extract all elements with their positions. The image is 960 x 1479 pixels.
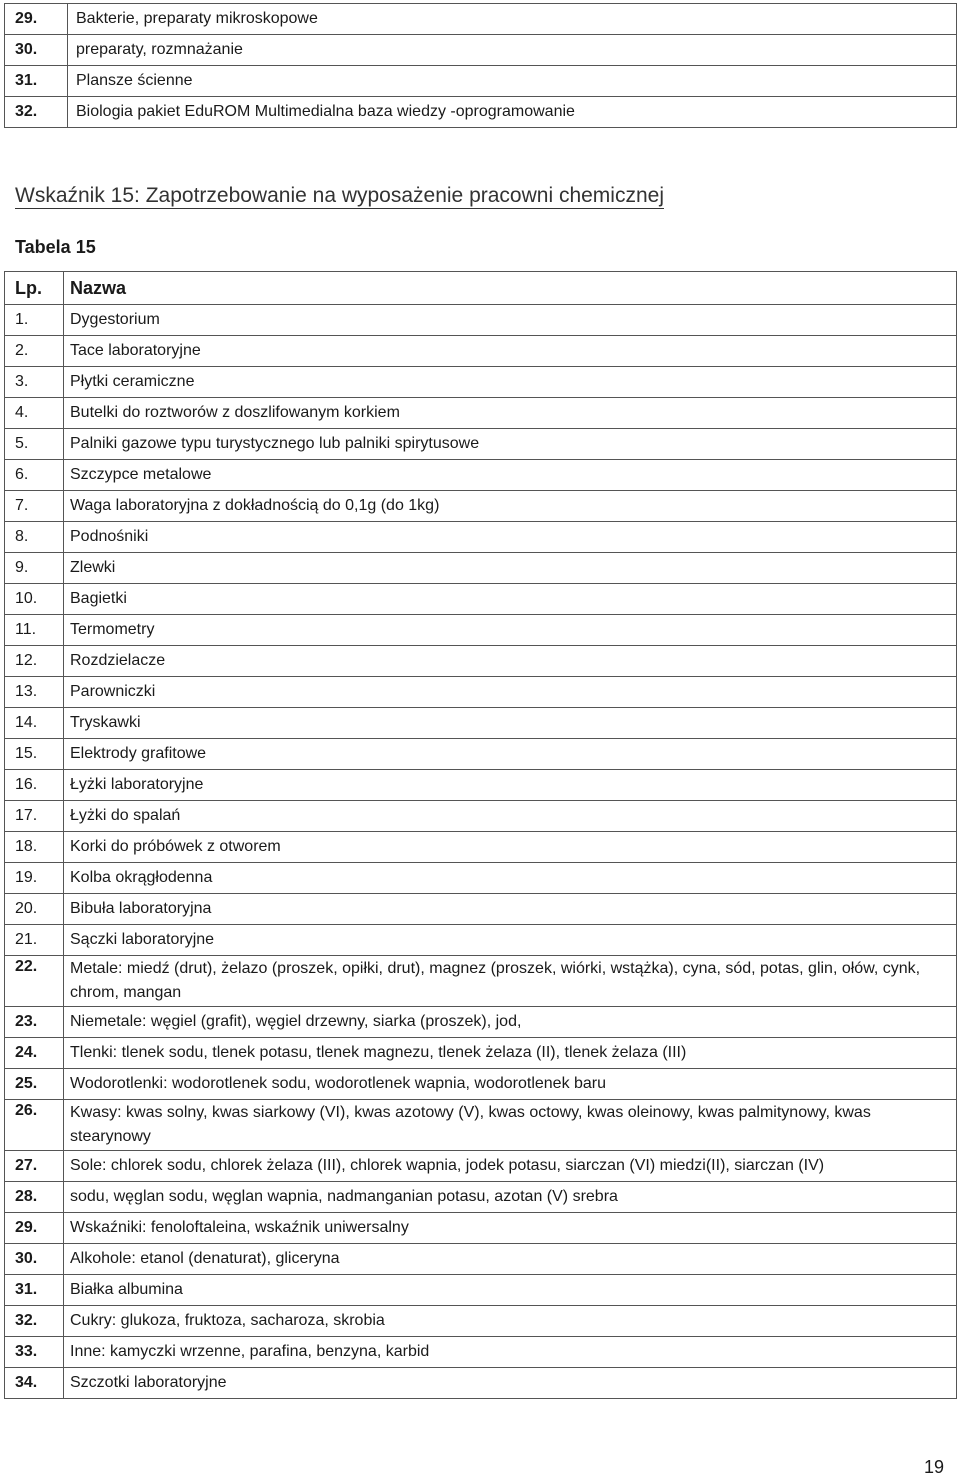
row-name: Rozdzielacze <box>64 646 957 677</box>
row-number: 23. <box>5 1007 64 1038</box>
row-name: Białka albumina <box>64 1275 957 1306</box>
table-row <box>5 1306 957 1337</box>
row-name: Waga laboratoryjna z dokładnością do 0,1g (do 1kg) <box>64 491 957 522</box>
top-list-row <box>5 35 957 66</box>
row-name: Sączki laboratoryjne <box>64 925 957 956</box>
row-name: Elektrody grafitowe <box>64 739 957 770</box>
table-row <box>5 1069 957 1100</box>
top-list-row <box>5 66 957 97</box>
table-row <box>5 1151 957 1182</box>
row-name: Podnośniki <box>64 522 957 553</box>
table-row <box>5 1038 957 1069</box>
table-row <box>5 522 957 553</box>
row-number: 2. <box>5 336 64 367</box>
table-row <box>5 429 957 460</box>
row-name: Butelki do roztworów z doszlifowanym korkiem <box>64 398 957 429</box>
row-number: 32. <box>5 1306 64 1337</box>
table-row <box>5 801 957 832</box>
row-number: 1. <box>5 305 64 336</box>
table-row <box>5 770 957 801</box>
row-name: Plansze ścienne <box>68 66 957 97</box>
table-row <box>5 1100 957 1151</box>
row-number: 25. <box>5 1069 64 1100</box>
row-name: Bagietki <box>64 584 957 615</box>
row-name: sodu, węglan sodu, węglan wapnia, nadmanganian potasu, azotan (V) srebra <box>64 1182 957 1213</box>
row-number: 11. <box>5 615 64 646</box>
table-row <box>5 832 957 863</box>
table-row <box>5 1337 957 1368</box>
row-number: 30. <box>5 1244 64 1275</box>
row-number: 30. <box>5 35 68 66</box>
row-name: Sole: chlorek sodu, chlorek żelaza (III), chlorek wapnia, jodek potasu, siarczan (VI) miedzi(II), siarczan (IV) <box>64 1151 957 1182</box>
header-lp: Lp. <box>5 272 64 305</box>
row-number: 15. <box>5 739 64 770</box>
row-number: 21. <box>5 925 64 956</box>
row-number: 24. <box>5 1038 64 1069</box>
row-number: 19. <box>5 863 64 894</box>
table-row <box>5 925 957 956</box>
row-number: 20. <box>5 894 64 925</box>
table-row <box>5 1368 957 1399</box>
row-name: Tace laboratoryjne <box>64 336 957 367</box>
top-list-row <box>5 97 957 128</box>
row-name: Wodorotlenki: wodorotlenek sodu, wodorotlenek wapnia, wodorotlenek baru <box>64 1069 957 1100</box>
table-row <box>5 863 957 894</box>
row-number: 14. <box>5 708 64 739</box>
top-list-table <box>4 3 957 128</box>
row-name: Tryskawki <box>64 708 957 739</box>
row-name: Wskaźniki: fenoloftaleina, wskaźnik uniwersalny <box>64 1213 957 1244</box>
header-name: Nazwa <box>64 272 957 305</box>
row-number: 7. <box>5 491 64 522</box>
table-row <box>5 1182 957 1213</box>
row-name: Łyżki laboratoryjne <box>64 770 957 801</box>
row-name: preparaty, rozmnażanie <box>68 35 957 66</box>
table-row <box>5 708 957 739</box>
table-row <box>5 646 957 677</box>
row-number: 29. <box>5 4 68 35</box>
row-number: 33. <box>5 1337 64 1368</box>
table-row <box>5 491 957 522</box>
top-list-body <box>5 4 957 128</box>
row-name: Szczotki laboratoryjne <box>64 1368 957 1399</box>
row-name: Parowniczki <box>64 677 957 708</box>
row-name: Tlenki: tlenek sodu, tlenek potasu, tlenek magnezu, tlenek żelaza (II), tlenek żelaza (III) <box>64 1038 957 1069</box>
row-name: Kwasy: kwas solny, kwas siarkowy (VI), kwas azotowy (V), kwas octowy, kwas oleinowy, kwas palmitynowy, kwas stearynowy <box>64 1100 957 1151</box>
row-number: 31. <box>5 1275 64 1306</box>
row-number: 26. <box>5 1100 64 1151</box>
row-name: Niemetale: węgiel (grafit), węgiel drzewny, siarka (proszek), jod, <box>64 1007 957 1038</box>
row-number: 9. <box>5 553 64 584</box>
row-name: Metale: miedź (drut), żelazo (proszek, opiłki, drut), magnez (proszek, wiórki, wstążka), cyna, sód, potas, glin, ołów, cynk, chrom, mangan <box>64 956 957 1007</box>
equipment-table <box>4 271 957 1399</box>
row-name: Biologia pakiet EduROM Multimedialna baza wiedzy -oprogramowanie <box>68 97 957 128</box>
row-name: Palniki gazowe typu turystycznego lub palniki spirytusowe <box>64 429 957 460</box>
row-number: 12. <box>5 646 64 677</box>
table-row <box>5 1007 957 1038</box>
row-number: 32. <box>5 97 68 128</box>
row-name: Bakterie, preparaty mikroskopowe <box>68 4 957 35</box>
row-number: 5. <box>5 429 64 460</box>
table-row <box>5 894 957 925</box>
row-number: 10. <box>5 584 64 615</box>
table-caption: Tabela 15 <box>15 237 96 257</box>
row-name: Cukry: glukoza, fruktoza, sacharoza, skrobia <box>64 1306 957 1337</box>
row-name: Kolba okrągłodenna <box>64 863 957 894</box>
row-name: Termometry <box>64 615 957 646</box>
row-number: 6. <box>5 460 64 491</box>
table-row <box>5 615 957 646</box>
table-row <box>5 1244 957 1275</box>
equipment-table-body <box>5 305 957 1399</box>
table-row <box>5 398 957 429</box>
table-row <box>5 336 957 367</box>
row-number: 13. <box>5 677 64 708</box>
row-number: 4. <box>5 398 64 429</box>
table-row <box>5 1275 957 1306</box>
row-name: Korki do próbówek z otworem <box>64 832 957 863</box>
row-number: 34. <box>5 1368 64 1399</box>
table-row <box>5 305 957 336</box>
row-number: 27. <box>5 1151 64 1182</box>
table-row <box>5 1213 957 1244</box>
top-list-row <box>5 4 957 35</box>
row-number: 17. <box>5 801 64 832</box>
section-heading: Wskaźnik 15: Zapotrzebowanie na wyposażenie pracowni chemicznej <box>15 184 664 207</box>
table-row <box>5 677 957 708</box>
row-number: 29. <box>5 1213 64 1244</box>
row-name: Bibuła laboratoryjna <box>64 894 957 925</box>
row-number: 8. <box>5 522 64 553</box>
table-header-row <box>5 272 957 305</box>
row-name: Inne: kamyczki wrzenne, parafina, benzyna, karbid <box>64 1337 957 1368</box>
table-row <box>5 584 957 615</box>
row-name: Dygestorium <box>64 305 957 336</box>
table-row <box>5 460 957 491</box>
table-row <box>5 956 957 1007</box>
row-number: 18. <box>5 832 64 863</box>
row-number: 16. <box>5 770 64 801</box>
page-number: 19 <box>923 1457 944 1477</box>
row-number: 22. <box>5 956 64 1007</box>
row-number: 28. <box>5 1182 64 1213</box>
table-row <box>5 739 957 770</box>
row-number: 3. <box>5 367 64 398</box>
row-name: Zlewki <box>64 553 957 584</box>
table-row <box>5 367 957 398</box>
row-name: Alkohole: etanol (denaturat), gliceryna <box>64 1244 957 1275</box>
table-row <box>5 553 957 584</box>
row-name: Płytki ceramiczne <box>64 367 957 398</box>
row-number: 31. <box>5 66 68 97</box>
row-name: Szczypce metalowe <box>64 460 957 491</box>
row-name: Łyżki do spalań <box>64 801 957 832</box>
